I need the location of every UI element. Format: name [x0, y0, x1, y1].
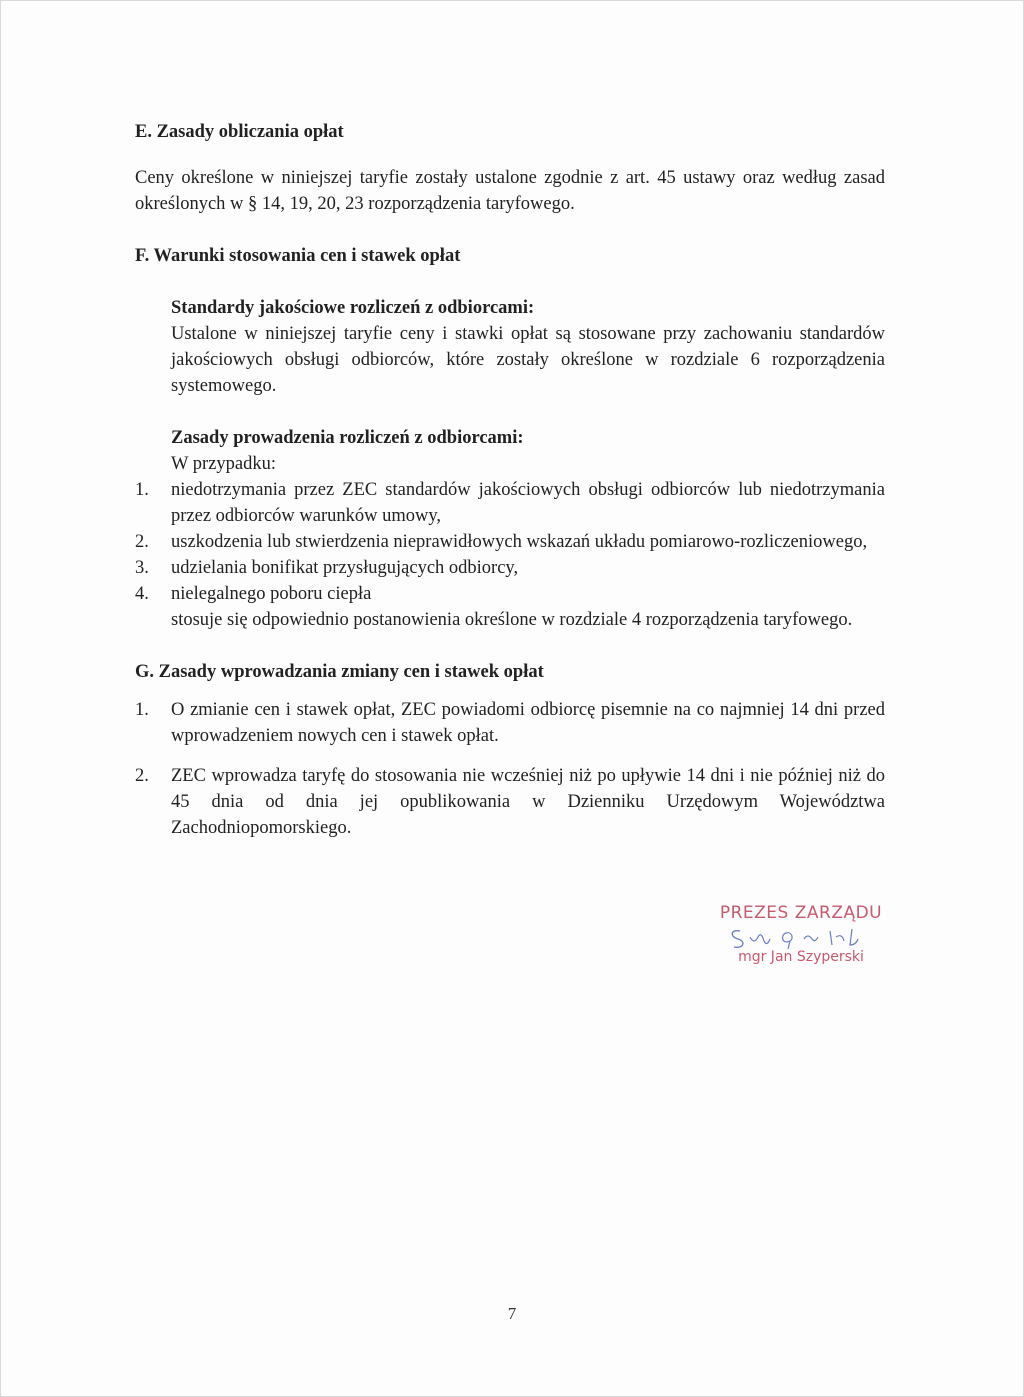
list-item-number: 1. [135, 480, 149, 500]
list-item [135, 555, 885, 581]
list-item-number: 2. [135, 532, 149, 552]
list-item-text: nielegalnego poboru ciepła [171, 584, 372, 604]
list-item-text: O zmianie cen i stawek opłat, ZEC powiadomi odbiorcę pisemnie na co najmniej 14 dni przed wprowadzeniem nowych cen i stawek opłat. [171, 700, 885, 746]
settlement-list [135, 477, 885, 607]
signature-stamp [701, 903, 901, 965]
standards-heading: Standardy jakościowe rozliczeń z odbiorcami: [171, 298, 535, 318]
list-item [135, 763, 885, 841]
page-number: 7 [507, 1304, 517, 1323]
list-item-number: 2. [135, 766, 149, 786]
settlement-heading: Zasady prowadzenia rozliczeń z odbiorcami: [171, 428, 524, 448]
list-item [135, 529, 885, 555]
list-item [135, 697, 885, 749]
list-item-text: udzielania bonifikat przysługujących odbiorcy, [171, 558, 519, 578]
section-e-heading: E. Zasady obliczania opłat [135, 122, 344, 142]
section-e-paragraph: Ceny określone w niniejszej taryfie zostały ustalone zgodnie z art. 45 ustawy oraz według zasad określonych w § 14, 19, 20, 23 rozporządzenia taryfowego. [135, 168, 885, 214]
section-g-list [135, 697, 885, 841]
list-item-number: 3. [135, 558, 149, 578]
section-f-heading: F. Warunki stosowania cen i stawek opłat [135, 246, 461, 266]
settlement-intro: W przypadku: [171, 454, 276, 474]
stamp-name: mgr Jan Szyperski [738, 949, 864, 965]
list-item-number: 1. [135, 700, 149, 720]
settlement-heading-block [135, 425, 885, 477]
list-item-text: ZEC wprowadza taryfę do stosowania nie wcześniej niż po upływie 14 dni i nie później niż do 45 dnia od dnia jej opublikowania w Dzienniku Urzędowym Województwa Zachodniopomorskiego. [171, 766, 885, 838]
settlement-closing: stosuje się odpowiednio postanowienia określone w rozdziale 4 rozporządzenia taryfowego. [171, 610, 853, 630]
list-item [135, 581, 885, 607]
list-item [135, 477, 885, 529]
stamp-title: PREZES ZARZĄDU [719, 903, 883, 923]
standards-text: Ustalone w niniejszej taryfie ceny i stawki opłat są stosowane przy zachowaniu standardów jakościowych obsługi odbiorców, które zostały określone w rozdziale 6 rozporządzenia systemowego. [171, 324, 885, 396]
document-body [135, 119, 885, 855]
list-item-number: 4. [135, 584, 149, 604]
list-item-text: uszkodzenia lub stwierdzenia nieprawidłowych wskazań układu pomiarowo-rozliczeniowego, [171, 532, 868, 552]
handwritten-signature [726, 923, 876, 951]
section-g-heading: G. Zasady wprowadzania zmiany cen i stawek opłat [135, 662, 544, 682]
list-item-text: niedotrzymania przez ZEC standardów jakościowych obsługi odbiorców lub niedotrzymania przez odbiorców warunków umowy, [171, 480, 885, 526]
standards-block [135, 295, 885, 399]
